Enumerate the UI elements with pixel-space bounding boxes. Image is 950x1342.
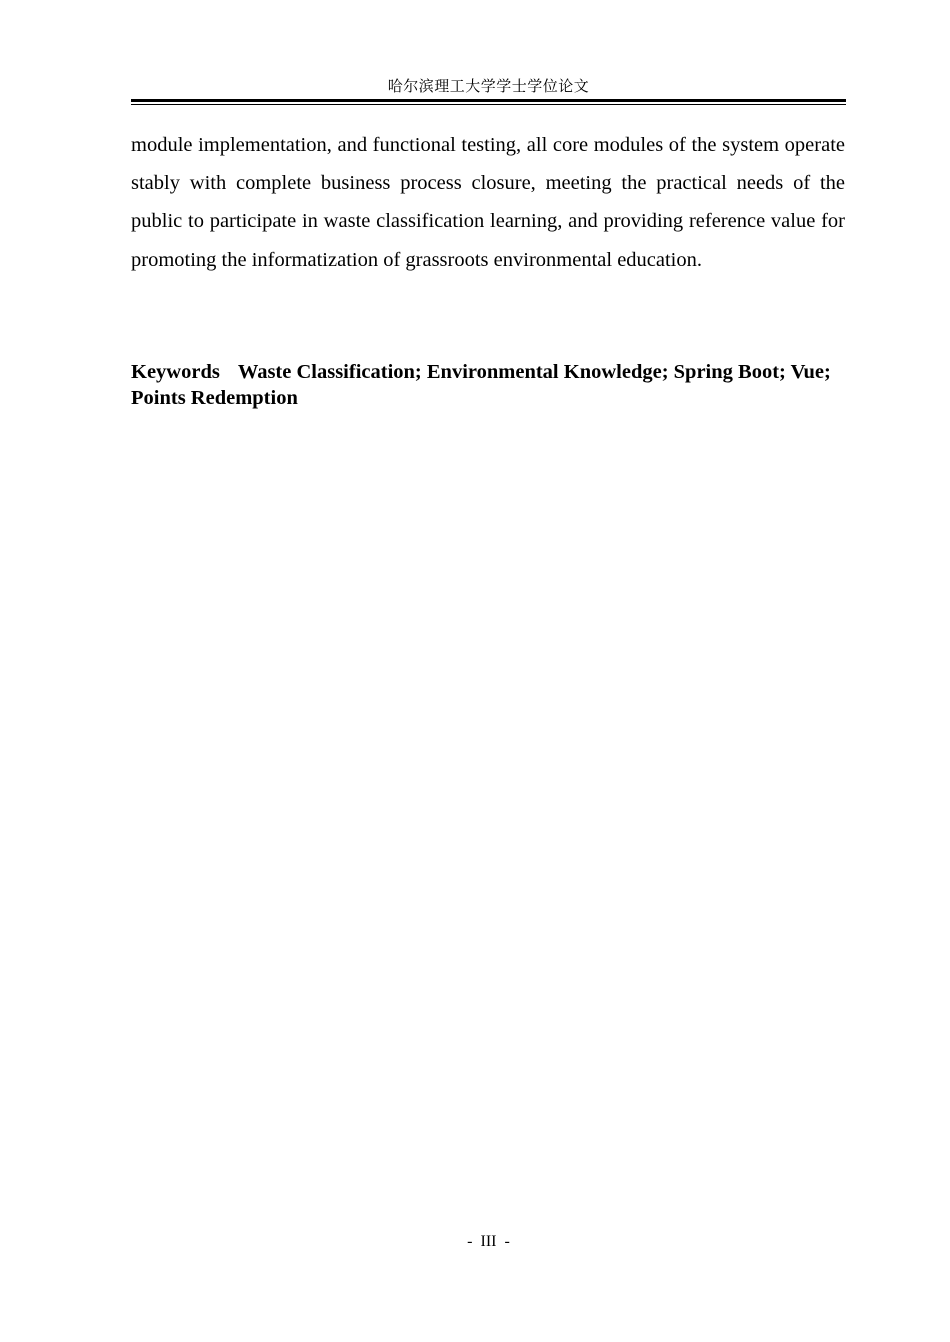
keywords-label: Keywords: [131, 361, 220, 383]
page-number: - III -: [467, 1233, 510, 1250]
header-rule-thick: [131, 99, 846, 102]
running-header: 哈尔滨理工大学学士学位论文: [387, 79, 590, 95]
keywords-text: Waste Classification; Environmental Knowledge; Spring Boot; Vue; Points Redemption: [131, 361, 831, 409]
abstract-paragraph: module implementation, and functional testing, all core modules of the system operate stably with complete business process closure, meeting the practical needs of the public to participate in waste classification learning, and providing reference value for promoting the informatization of grassroots environmental education.: [131, 134, 845, 271]
header-rule-thin: [131, 104, 846, 105]
keywords-section: [131, 360, 845, 411]
